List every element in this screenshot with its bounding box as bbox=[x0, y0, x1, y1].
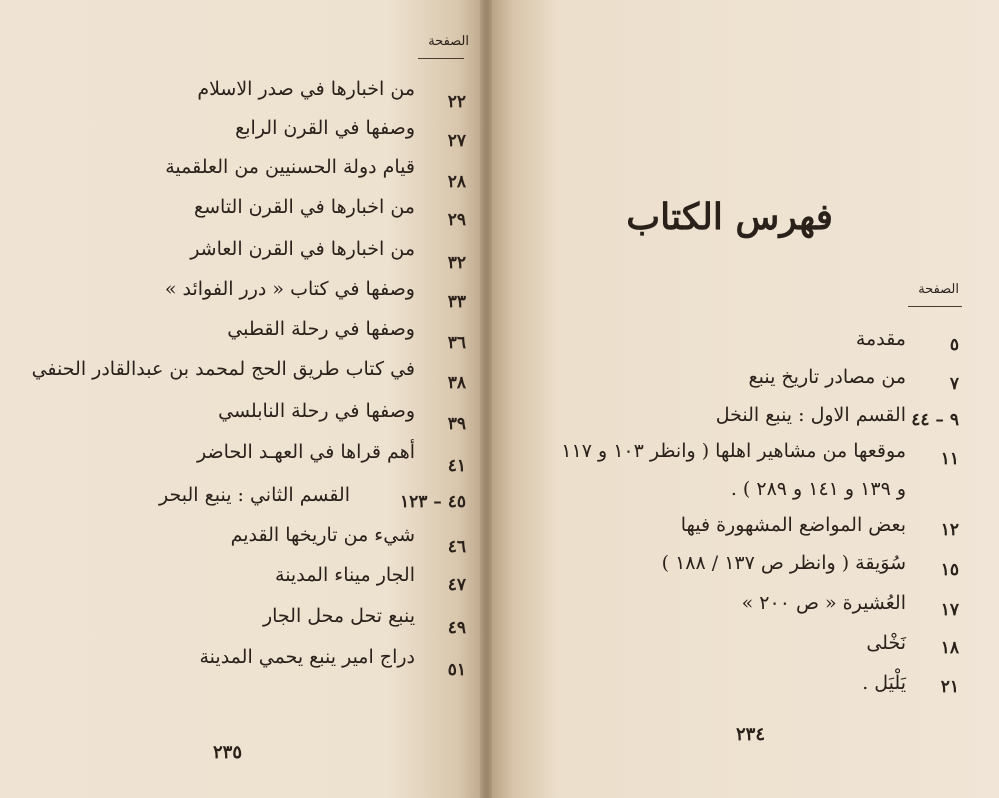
toc-page-number: ١٨ bbox=[940, 638, 959, 658]
toc-entry-text: من اخبارها في القرن التاسع bbox=[194, 196, 415, 218]
book-gutter bbox=[480, 0, 492, 798]
toc-page-number: ١١ bbox=[940, 449, 959, 469]
toc-page-number: ٣٩ bbox=[447, 414, 466, 434]
toc-entry-text: القسم الاول : ينبع النخل bbox=[715, 404, 906, 426]
toc-entry-text: قيام دولة الحسنيين من العلقمية bbox=[165, 156, 415, 178]
toc-page-number: ٤٩ bbox=[447, 618, 466, 638]
toc-entry-text: يَلْيَل . bbox=[862, 672, 906, 694]
toc-entry-text: من اخبارها في القرن العاشر bbox=[190, 238, 415, 260]
toc-entry-text: شيء من تاريخها القديم bbox=[230, 524, 415, 546]
toc-page-number: ٥١ bbox=[447, 660, 466, 680]
toc-entry-text: دراج امير ينبع يحمي المدينة bbox=[199, 646, 415, 668]
toc-entry-text: وصفها في القرن الرابع bbox=[235, 117, 415, 139]
toc-page-number: ٩ – ٤٤ bbox=[911, 410, 959, 430]
toc-page-number: ٥ bbox=[949, 335, 959, 355]
toc-entry-text: القسم الثاني : ينبع البحر bbox=[159, 484, 350, 506]
toc-entry-text: موقعها من مشاهير اهلها ( وانظر ١٠٣ و ١١٧ bbox=[561, 440, 906, 462]
toc-page-number: ٣٦ bbox=[447, 333, 466, 353]
toc-entry-text: مقدمة bbox=[855, 328, 906, 350]
toc-entry-text: ينبع تحل محل الجار bbox=[262, 605, 415, 627]
toc-page-number: ٤١ bbox=[447, 456, 466, 476]
toc-page-number: ٤٧ bbox=[447, 575, 466, 595]
toc-entry-text: نَخْلى bbox=[866, 632, 906, 654]
toc-page-number: ١٥ bbox=[940, 560, 959, 580]
toc-entry-text: بعض المواضع المشهورة فيها bbox=[680, 514, 906, 536]
toc-entry-text: الجار ميناء المدينة bbox=[275, 564, 415, 586]
toc-entry-text: العُشيرة « ص ٢٠٠ » bbox=[741, 592, 906, 614]
left-page-number: ٢٣٥ bbox=[213, 742, 243, 763]
toc-entry-text: في كتاب طريق الحج لمحمد بن عبدالقادر الحنفي bbox=[31, 358, 415, 380]
toc-page-number: ٣٨ bbox=[447, 373, 466, 393]
toc-page-number: ٢٩ bbox=[447, 210, 466, 230]
toc-page-number: ٢٨ bbox=[447, 172, 466, 192]
toc-page-number: ٧ bbox=[949, 374, 959, 394]
toc-page-number: ٢٢ bbox=[447, 92, 466, 112]
toc-page-number: ٣٣ bbox=[447, 292, 466, 312]
toc-page-number: ٣٢ bbox=[447, 253, 466, 273]
toc-entry-text: وصفها في رحلة القطبي bbox=[227, 318, 415, 340]
toc-entry-text: وصفها في كتاب « درر الفوائد » bbox=[164, 278, 415, 300]
right-page bbox=[487, 0, 999, 798]
right-page-header: الصفحة bbox=[918, 282, 959, 297]
right-page-number: ٢٣٤ bbox=[736, 724, 766, 745]
right-header-rule bbox=[908, 306, 962, 307]
toc-page-number: ٢١ bbox=[940, 677, 959, 697]
toc-entry-text: وصفها في رحلة النابلسي bbox=[218, 400, 415, 422]
left-page-header: الصفحة bbox=[428, 34, 469, 49]
toc-entry-text: من اخبارها في صدر الاسلام bbox=[197, 78, 415, 100]
toc-entry-continuation: و ١٣٩ و ١٤١ و ٢٨٩ ) . bbox=[730, 478, 906, 500]
toc-entry-text: أهم قراها في العهـد الحاضر bbox=[197, 441, 415, 463]
left-header-rule bbox=[418, 58, 464, 59]
toc-page-number: ٢٧ bbox=[447, 131, 466, 151]
book-index-title: فهرس الكتاب bbox=[626, 196, 833, 238]
toc-entry-text: سُوَيقة ( وانظر ص ١٣٧ / ١٨٨ ) bbox=[661, 552, 906, 574]
toc-entry-text: من مصادر تاريخ ينبع bbox=[748, 366, 906, 388]
toc-page-number: ٤٦ bbox=[447, 537, 466, 557]
toc-page-number: ١٧ bbox=[940, 600, 959, 620]
toc-page-number: ١٢ bbox=[940, 520, 959, 540]
toc-page-number: ٤٥ – ١٢٣ bbox=[399, 492, 466, 512]
